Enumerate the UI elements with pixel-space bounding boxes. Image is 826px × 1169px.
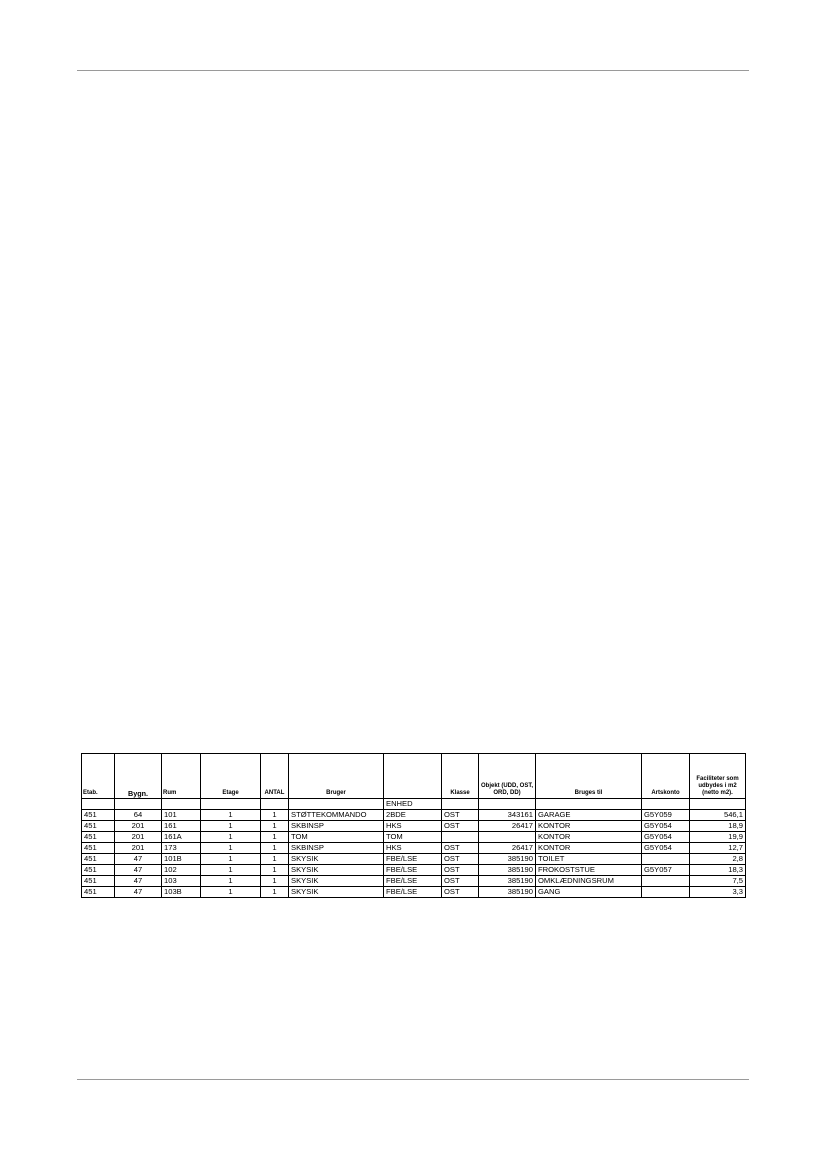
cell-bygn: 47 <box>115 887 162 898</box>
col-header-faciliteter: Faciliteter som udbydes i m2 (netto m2). <box>690 754 746 799</box>
cell-etage: 1 <box>201 843 261 854</box>
cell-m2: 546,1 <box>690 810 746 821</box>
cell-antal: 1 <box>261 843 289 854</box>
cell-bygn: 64 <box>115 810 162 821</box>
cell-m2: 7,5 <box>690 876 746 887</box>
cell-artskonto <box>642 876 690 887</box>
cell-bruges-til: TOILET <box>536 854 642 865</box>
cell-bygn: 201 <box>115 821 162 832</box>
cell-objekt: 385190 <box>479 854 536 865</box>
cell-objekt: 26417 <box>479 843 536 854</box>
cell-bruges-til: GARAGE <box>536 810 642 821</box>
cell-bruger: TOM <box>289 832 384 843</box>
cell-enhed: FBE/LSE <box>384 865 442 876</box>
cell-bruges-til: KONTOR <box>536 821 642 832</box>
cell-etab: 451 <box>82 865 115 876</box>
col-header-artskonto: Artskonto <box>642 754 690 799</box>
cell-objekt: 385190 <box>479 865 536 876</box>
cell-antal: 1 <box>261 810 289 821</box>
cell-etage: 1 <box>201 865 261 876</box>
cell-bruges-til: GANG <box>536 887 642 898</box>
cell-etab: 451 <box>82 887 115 898</box>
cell-objekt: 343161 <box>479 810 536 821</box>
cell-antal: 1 <box>261 865 289 876</box>
cell-objekt: 385190 <box>479 887 536 898</box>
cell-bygn: 201 <box>115 843 162 854</box>
cell-bruges-til: KONTOR <box>536 832 642 843</box>
cell-bruger: SKYSIK <box>289 854 384 865</box>
cell-klasse: OST <box>442 854 479 865</box>
footer-rule <box>77 1079 749 1080</box>
cell-klasse: OST <box>442 821 479 832</box>
cell-etab: 451 <box>82 876 115 887</box>
col-header-etage: Etage <box>201 754 261 799</box>
cell-bygn: 47 <box>115 876 162 887</box>
cell-etage: 1 <box>201 832 261 843</box>
cell-bruger: SKYSIK <box>289 865 384 876</box>
table-row <box>82 876 746 887</box>
subheader-row <box>82 799 746 810</box>
table-row <box>82 810 746 821</box>
cell-m2: 3,3 <box>690 887 746 898</box>
cell-etage: 1 <box>201 876 261 887</box>
cell-etage: 1 <box>201 810 261 821</box>
cell-artskonto: G5Y054 <box>642 821 690 832</box>
cell-bygn: 47 <box>115 854 162 865</box>
table-row <box>82 854 746 865</box>
cell-antal: 1 <box>261 854 289 865</box>
cell-etage: 1 <box>201 887 261 898</box>
col-header-objekt: Objekt (UDD, OST, ORD, DD) <box>479 754 536 799</box>
col-header-bygn: Bygn. <box>115 754 162 799</box>
table-row <box>82 865 746 876</box>
cell-rum: 101B <box>162 854 201 865</box>
cell-klasse: OST <box>442 810 479 821</box>
header-row <box>82 754 746 799</box>
table-row <box>82 832 746 843</box>
cell-bruger: SKYSIK <box>289 876 384 887</box>
cell-artskonto <box>642 887 690 898</box>
col-header-enhed <box>384 754 442 799</box>
cell-rum: 173 <box>162 843 201 854</box>
cell-klasse: OST <box>442 876 479 887</box>
cell-m2: 12,7 <box>690 843 746 854</box>
cell-m2: 18,3 <box>690 865 746 876</box>
cell-antal: 1 <box>261 876 289 887</box>
cell-etab: 451 <box>82 854 115 865</box>
cell-etab: 451 <box>82 832 115 843</box>
cell-rum: 101 <box>162 810 201 821</box>
col-header-bruges-til: Bruges til <box>536 754 642 799</box>
cell-bruges-til: FROKOSTSTUE <box>536 865 642 876</box>
cell-klasse: OST <box>442 887 479 898</box>
cell-artskonto: G5Y054 <box>642 832 690 843</box>
col-header-bruger: Bruger <box>289 754 384 799</box>
rooms-table <box>81 753 746 898</box>
col-header-klasse: Klasse <box>442 754 479 799</box>
cell-objekt <box>479 832 536 843</box>
cell-artskonto: G5Y059 <box>642 810 690 821</box>
cell-rum: 103 <box>162 876 201 887</box>
cell-bygn: 47 <box>115 865 162 876</box>
cell-etage: 1 <box>201 821 261 832</box>
table-row <box>82 821 746 832</box>
cell-antal: 1 <box>261 887 289 898</box>
cell-m2: 18,9 <box>690 821 746 832</box>
cell-m2: 2,8 <box>690 854 746 865</box>
cell-objekt: 385190 <box>479 876 536 887</box>
cell-rum: 103B <box>162 887 201 898</box>
cell-enhed: FBE/LSE <box>384 876 442 887</box>
cell-artskonto <box>642 854 690 865</box>
table-row <box>82 887 746 898</box>
table-row <box>82 843 746 854</box>
cell-klasse <box>442 832 479 843</box>
cell-artskonto: G5Y057 <box>642 865 690 876</box>
cell-enhed: HKS <box>384 821 442 832</box>
cell-rum: 161A <box>162 832 201 843</box>
subheader-enhed: ENHED <box>384 799 442 810</box>
col-header-etab: Etab. <box>82 754 115 799</box>
cell-bruger: SKBINSP <box>289 821 384 832</box>
cell-enhed: 2BDE <box>384 810 442 821</box>
header-rule <box>77 70 749 71</box>
cell-etab: 451 <box>82 821 115 832</box>
cell-klasse: OST <box>442 843 479 854</box>
cell-etab: 451 <box>82 843 115 854</box>
cell-bruges-til: KONTOR <box>536 843 642 854</box>
cell-etab: 451 <box>82 810 115 821</box>
cell-bruger: SKBINSP <box>289 843 384 854</box>
col-header-antal: ANTAL <box>261 754 289 799</box>
cell-m2: 19,9 <box>690 832 746 843</box>
cell-rum: 161 <box>162 821 201 832</box>
cell-bruger: SKYSIK <box>289 887 384 898</box>
cell-artskonto: G5Y054 <box>642 843 690 854</box>
col-header-rum: Rum <box>162 754 201 799</box>
cell-enhed: FBE/LSE <box>384 887 442 898</box>
cell-bruger: STØTTEKOMMANDO <box>289 810 384 821</box>
cell-bygn: 201 <box>115 832 162 843</box>
cell-enhed: TOM <box>384 832 442 843</box>
cell-antal: 1 <box>261 832 289 843</box>
cell-bruges-til: OMKLÆDNINGSRUM <box>536 876 642 887</box>
cell-etage: 1 <box>201 854 261 865</box>
cell-enhed: HKS <box>384 843 442 854</box>
cell-antal: 1 <box>261 821 289 832</box>
cell-enhed: FBE/LSE <box>384 854 442 865</box>
cell-klasse: OST <box>442 865 479 876</box>
cell-objekt: 26417 <box>479 821 536 832</box>
cell-rum: 102 <box>162 865 201 876</box>
